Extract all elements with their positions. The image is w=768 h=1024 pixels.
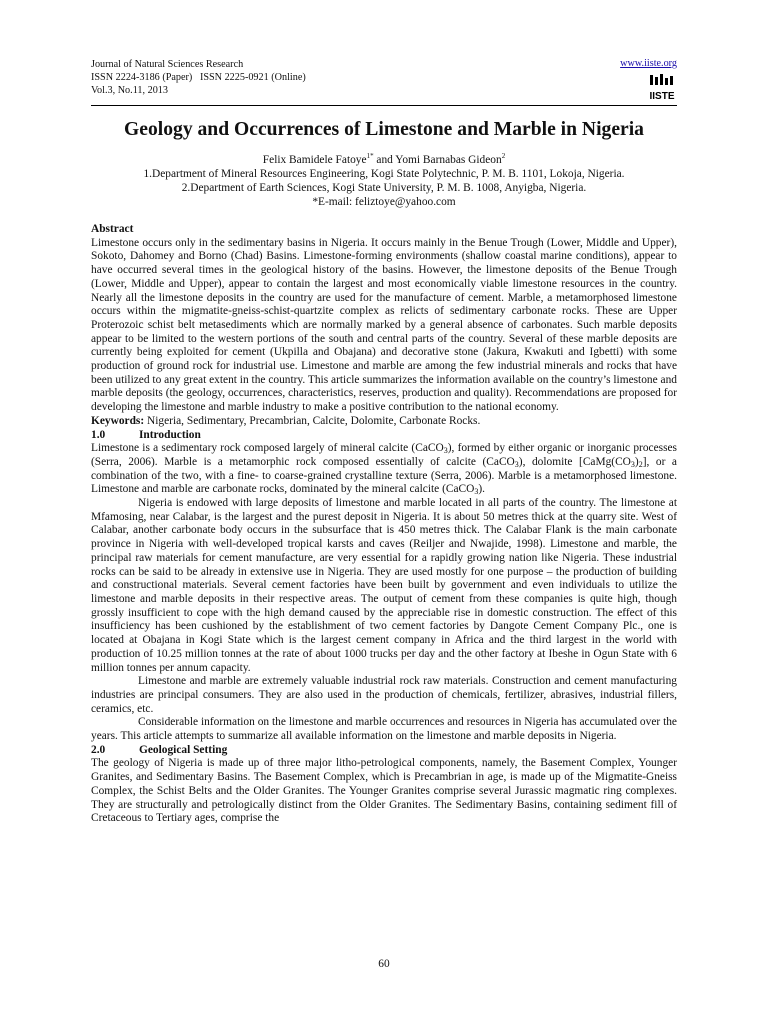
author-block bbox=[91, 153, 677, 209]
affiliation-2: 2.Department of Earth Sciences, Kogi State University, P. M. B. 1008, Anyigba, Nigeria. bbox=[181, 182, 587, 194]
intro-paragraph-1 bbox=[91, 442, 677, 497]
journal-url-link[interactable]: www.iiste.org bbox=[620, 58, 677, 69]
abstract-heading: Abstract bbox=[91, 223, 134, 235]
affiliation-1: 1.Department of Mineral Resources Engineering, Kogi State Polytechnic, P. M. B. 1101, Lokoja, Nigeria. bbox=[143, 168, 625, 180]
page-number: 60 bbox=[378, 958, 390, 970]
header-divider bbox=[91, 105, 677, 106]
keywords-label: Keywords: bbox=[91, 414, 145, 427]
subscript: 3 bbox=[514, 459, 519, 469]
author-2-marker: 2 bbox=[501, 152, 506, 161]
subscript: 3 bbox=[474, 487, 479, 497]
journal-header bbox=[91, 58, 306, 97]
text-run: ), formed by either organic or inorganic processes (Serra, 2006). Marble is a metamorphic rock composed essentially of calcite (CaCO bbox=[91, 442, 677, 468]
iiste-logo-icon bbox=[647, 73, 677, 101]
intro-paragraph-3: Limestone and marble are extremely valuable industrial rock raw materials. Construction and cement manufacturing industries are principal consumers. They are also used in the production of chemicals, fertilizer, abrasives, industrial fillers, ceramics, etc. bbox=[91, 675, 677, 715]
logo-text: IISTE bbox=[649, 91, 675, 101]
paper-body bbox=[91, 223, 677, 826]
text-run: ) bbox=[634, 455, 639, 468]
section-heading-geological-setting bbox=[91, 744, 677, 758]
geology-paragraph-1: The geology of Nigeria is made up of three major litho-petrological components, namely, the Basement Complex, Younger Granites, and Sedimentary Basins. The Basement Complex, which is Precambrian in age, is made up of the Migmatite-Gneiss Complex, the Schist Belts and the Older Granites. The Younger Granites comprise several Jurassic magmatic ring complexes. They are structurally and petrologically distinct from the Older Granites. The Sedimentary Basins, containing sediment fill of Cretaceous to Tertiary ages, comprise the bbox=[91, 757, 677, 825]
intro-paragraph-2: Nigeria is endowed with large deposits of limestone and marble located in all parts of the country. The limestone at Mfamosing, near Calabar, is the largest and the purest deposit in Nigeria. It is about 50 metres thick at the quarry site. West of Calabar, another carbonate body occurs in the subsurface that is 450 metres thick. The Calabar Flank is the main carbonate province in Nigeria with well-developed tropical karsts and caves (Reiljer and Nwajide, 1998). Limestone and marble, the principal raw materials for cement manufacture, are very essential for a rapidly growing nation like Nigeria. These industrial rocks can be said to be already in extensive use in Nigeria. They are used mostly for one purpose – the production of building and constructional materials. Several cement factories have been built by government and even individuals to utilize the limestone and marble deposits in their respective areas. The output of cement from these companies is quite high, though grossly insufficient to cope with the high demand caused by the appreciable rise in domestic construction. The effect of this insufficiency has been cushioned by the establishment of two cement factories by Dangote Cement Company Plc., one is located at Obajana in Kogi State which is the largest cement company in Africa and the third largest in the world with production of 10.25 million tonnes at the rate of about 1000 trucks per day and the other factory at Ibeshe in Ogun State with 6 million tonnes per annum capacity. bbox=[91, 497, 677, 674]
text-run: Limestone is a sedimentary rock composed largely of mineral calcite (CaCO bbox=[91, 442, 444, 455]
intro-paragraph-4: Considerable information on the limestone and marble occurrences and resources in Nigeria has accumulated over the years. This article attempts to summarize all available information on the limestone and marble deposits in Nigeria. bbox=[91, 716, 677, 743]
section-title: Geological Setting bbox=[139, 743, 228, 756]
journal-name: Journal of Natural Sciences Research bbox=[91, 59, 244, 70]
author-2: and Yomi Barnabas Gideon bbox=[373, 154, 502, 166]
text-run: ), dolomite [CaMg(CO bbox=[518, 455, 631, 468]
section-heading-introduction bbox=[91, 429, 677, 443]
subscript: 3 bbox=[630, 459, 635, 469]
corresponding-email: *E-mail: feliztoye@yahoo.com bbox=[312, 196, 456, 208]
abstract-text: Limestone occurs only in the sedimentary basins in Nigeria. It occurs mainly in the Benue Trough (Lower, Middle and Upper), Sokoto, Dahomey and Borno (Chad) Basins. Limestone-forming environments (shallow coastal marine conditions), appear to have occurred several times in the geological history of the basins. However, the limestone deposits of the Benue Trough (Lower, Middle and Upper), appear to contain the largest and most economically viable limestone resources in the country. Nearly all the limestone deposits in the country are used for the manufacture of cement. Marble, a metamorphosed limestone occurs within the migmatite-gneiss-schist-quartzite complex as relicts of sedimentary carbonate rocks. These are Upper Proterozoic schist belt metasediments which are normally marked by a general absence of carbonates. Such marble deposits appear to be limited to the western portions of the south and central parts of the country. Several of these marble deposits are currently being exploited for cement (Ukpilla and Obajana) and decorative stone (Jakura, Kwakuti and Igbetti) with some production of ground rock for industrial use. Limestone and marble are among the few industrial minerals and rocks that have been utilized to any great extent in the country. This article summarizes the information available on the country’s limestone and marble deposits (the geology, occurrences, characteristics, reserves, production and quality). Recommendations are proposed for developing the limestone and marble industry to make a positive contribution to the national economy. bbox=[91, 236, 677, 414]
keywords-list: Nigeria, Sedimentary, Precambrian, Calcite, Dolomite, Carbonate Rocks. bbox=[144, 414, 481, 427]
text-run: ], or a combination of the two, with a fine- to coarse-grained crystalline texture (Serra, 2006). Marble is a metamorphosed limestone. Limestone and marble are carbonate rocks, dominated by the mineral calcite (CaCO bbox=[91, 455, 677, 496]
paper-title: Geology and Occurrences of Limestone and Marble in Nigeria bbox=[124, 119, 644, 140]
subscript: 2 bbox=[638, 459, 643, 469]
author-line bbox=[91, 153, 677, 167]
author-1-marker: 1* bbox=[366, 152, 374, 161]
keywords-line bbox=[91, 415, 677, 429]
author-1: Felix Bamidele Fatoye bbox=[262, 154, 367, 166]
journal-volume: Vol.3, No.11, 2013 bbox=[91, 85, 168, 96]
section-number: 1.0 bbox=[91, 428, 106, 441]
section-title: Introduction bbox=[139, 428, 201, 441]
subscript: 3 bbox=[443, 446, 448, 456]
text-run: ). bbox=[478, 483, 485, 496]
section-number: 2.0 bbox=[91, 743, 106, 756]
journal-issn: ISSN 2224-3186 (Paper) ISSN 2225-0921 (Online) bbox=[91, 72, 306, 83]
